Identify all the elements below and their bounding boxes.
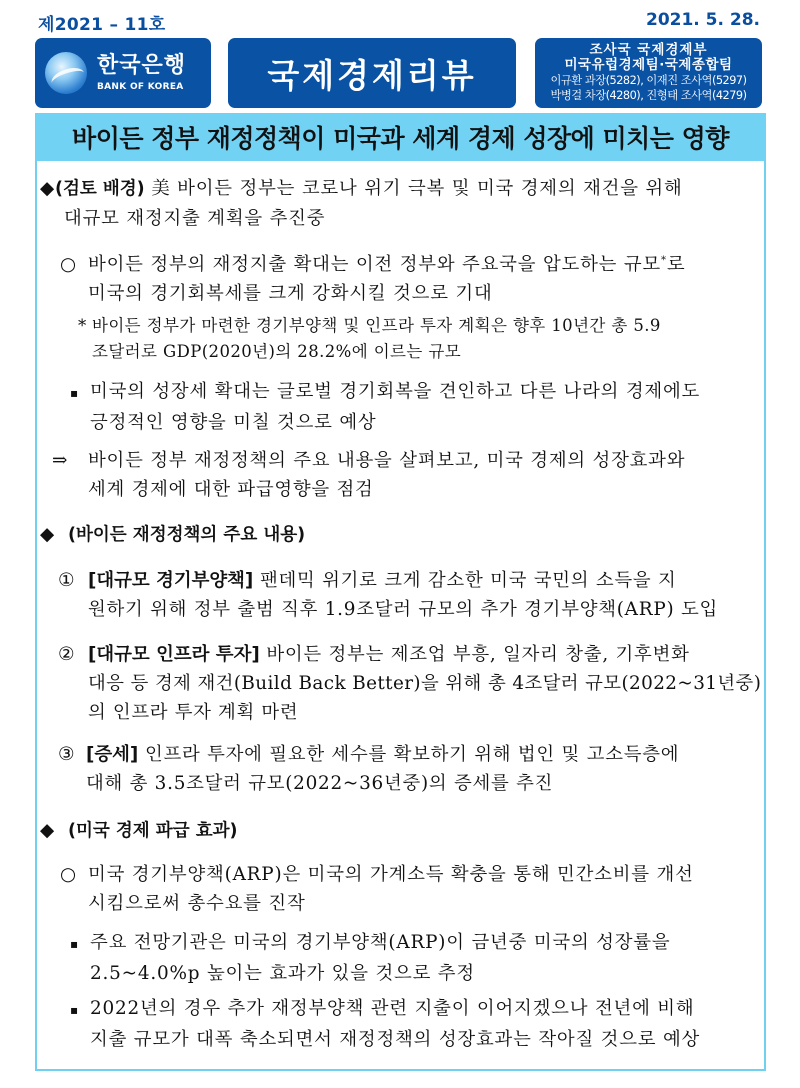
text-line: 대응 등 경제 재건(Build Back Better)을 위해 총 4조달러 규모(2022~31년중) — [88, 673, 762, 694]
square-bullet-icon: ▪ — [70, 937, 79, 951]
text-line: 바이든 정부의 재정지출 확대는 이전 정부와 주요국을 압도하는 규모 — [88, 254, 661, 276]
text-line: 조달러로 GDP(2020년)의 28.2%에 이르는 규모 — [92, 342, 462, 361]
list-item — [70, 377, 760, 437]
square-bullet-icon: ▪ — [70, 386, 79, 400]
text-line: 바이든 정부는 제조업 부흥, 일자리 창출, 기후변화 — [266, 644, 690, 665]
list-item — [60, 860, 760, 918]
text-line: 긍정적인 영향을 미칠 것으로 예상 — [90, 412, 377, 433]
text-line: 미국의 경기회복세를 크게 강화시킬 것으로 기대 — [88, 283, 493, 305]
list-item — [60, 246, 760, 308]
series-title: 국제경제리뷰 — [267, 55, 477, 95]
footnote-marker: * — [661, 255, 667, 266]
report-title-banner — [35, 113, 766, 161]
list-item — [58, 640, 763, 727]
list-item — [58, 740, 763, 798]
section-heading-row — [40, 816, 238, 846]
text-line: 주요 전망기관은 미국의 경기부양책(ARP)이 금년중 미국의 성장률을 — [90, 932, 671, 953]
text-line: 미국의 성장세 확대는 글로벌 경기회복을 견인하고 다른 나라의 경제에도 — [90, 381, 701, 402]
list-item — [70, 928, 760, 988]
implies-arrow-icon: ⇒ — [52, 450, 69, 471]
text-line: 시킴으로써 총수요를 진작 — [88, 893, 306, 914]
text-line: 대해 총 3.5조달러 규모(2022~36년중)의 증세를 추진 — [86, 773, 554, 794]
asterisk-marker: * — [78, 316, 87, 335]
publication-date: 2021. 5. 28. — [645, 10, 760, 30]
text-line: 2.5~4.0%p 높이는 효과가 있을 것으로 추정 — [90, 963, 475, 984]
logo-korean-name: 한국은행 — [97, 52, 187, 78]
diamond-bullet-icon: ◆ — [40, 178, 55, 199]
contact-department: 조사국 국제경제부 — [589, 42, 708, 58]
section-heading: (검토 배경) — [54, 179, 145, 199]
contact-staff-line: 이규환 과장(5282), 이재진 조사역(5297) — [550, 74, 747, 87]
text-line: 2022년의 경우 추가 재정부양책 관련 지출이 이어지겠으나 전년에 비해 — [90, 998, 695, 1019]
text-line: 美 바이든 정부는 코로나 위기 극복 및 미국 경제의 재건을 위해 — [151, 178, 683, 199]
text-line: 로 — [666, 254, 686, 276]
item-label: [증세] — [86, 744, 139, 765]
section-heading: (바이든 재정정책의 주요 내용) — [68, 525, 306, 545]
text-line: 지출 규모가 대폭 축소되면서 재정정책의 성장효과는 작아질 것으로 예상 — [90, 1029, 701, 1050]
text-line: 미국 경기부양책(ARP)은 미국의 가계소득 확충을 통해 민간소비를 개선 — [88, 864, 694, 885]
logo-english-name: BANK OF KOREA — [97, 81, 184, 92]
text-line: 원하기 위해 정부 출범 직후 1.9조달러 규모의 추가 경기부양책(ARP) 도입 — [88, 599, 719, 620]
square-bullet-icon: ▪ — [70, 1003, 79, 1017]
contact-staff-line: 박병걸 차장(4280), 진형태 조사역(4279) — [550, 89, 747, 102]
section-heading-row — [40, 520, 305, 550]
diamond-bullet-icon: ◆ — [40, 820, 55, 841]
bank-of-korea-emblem-icon — [45, 52, 87, 94]
text-line: 팬데믹 위기로 크게 감소한 미국 국민의 소득을 지 — [259, 570, 677, 591]
series-title-box — [228, 38, 516, 108]
issue-number: 제2021 – 11호 — [38, 15, 166, 35]
number-2-icon: ② — [58, 644, 76, 665]
diamond-bullet-icon: ◆ — [40, 524, 55, 545]
text-line: 세계 경제에 대한 파급영향을 점검 — [88, 479, 374, 500]
item-label: [대규모 경기부양책] — [88, 570, 254, 591]
list-item — [58, 566, 763, 624]
report-title: 바이든 정부 재정정책이 미국과 세계 경제 성장에 미치는 영향 — [72, 124, 729, 153]
item-label: [대규모 인프라 투자] — [88, 644, 260, 665]
text-line: 대규모 재정지출 계획을 추진중 — [64, 208, 326, 229]
list-item — [70, 994, 760, 1054]
conclusion — [52, 446, 762, 504]
circle-bullet-icon: ○ — [60, 254, 77, 276]
text-line: 인프라 투자에 필요한 세수를 확보하기 위해 법인 및 고소득층에 — [144, 744, 680, 765]
footnote — [78, 313, 758, 365]
text-line: 의 인프라 투자 계획 마련 — [88, 702, 299, 723]
section-heading: (미국 경제 파급 효과) — [68, 821, 238, 841]
number-1-icon: ① — [58, 570, 76, 591]
text-line: 바이든 정부 재정정책의 주요 내용을 살펴보고, 미국 경제의 성장효과와 — [88, 450, 686, 471]
contact-team: 미국유럽경제팀·국제종합팀 — [564, 57, 733, 73]
background-paragraph — [40, 174, 760, 233]
bank-logo — [35, 38, 211, 108]
contact-box — [535, 38, 762, 108]
number-3-icon: ③ — [58, 744, 76, 765]
circle-bullet-icon: ○ — [60, 864, 77, 885]
text-line: 바이든 정부가 마련한 경기부양책 및 인프라 투자 계획은 향후 10년간 총 5.9 — [92, 316, 661, 335]
